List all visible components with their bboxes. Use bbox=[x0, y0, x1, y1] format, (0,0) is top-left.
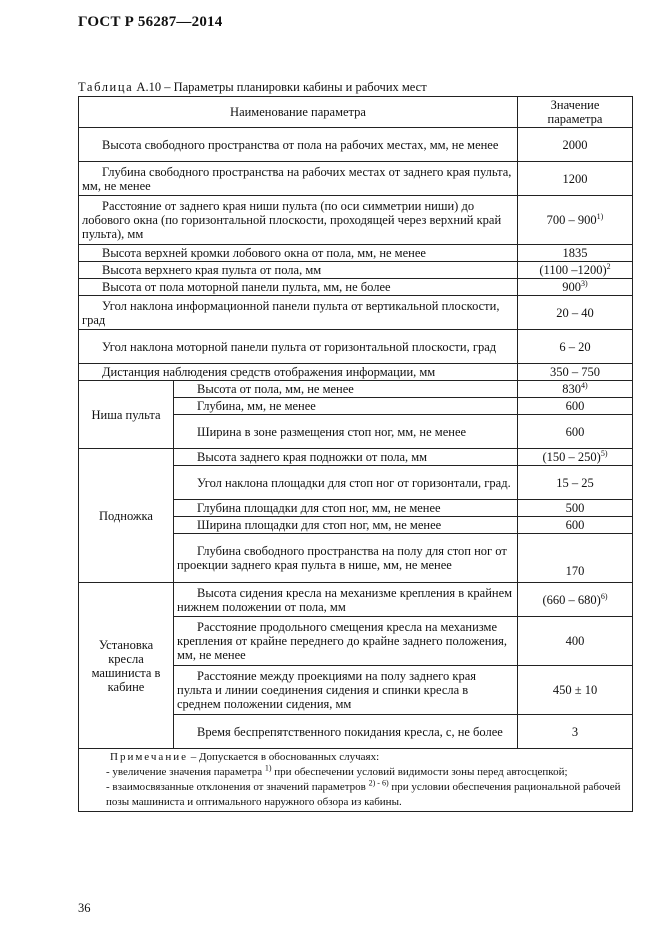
table-note bbox=[79, 749, 633, 812]
caption-title: – Параметры планировки кабины и рабочих мест bbox=[161, 80, 427, 94]
footnote-ref: 1) bbox=[264, 763, 272, 773]
table-caption bbox=[78, 80, 427, 95]
param-value: 6 – 20 bbox=[518, 330, 633, 364]
param-name: Глубина свободного пространства на рабочих местах от заднего края пульта, мм, не менее bbox=[79, 162, 518, 196]
param-value: 3 bbox=[518, 715, 633, 749]
param-value-cell bbox=[518, 449, 633, 466]
param-name: Дистанция наблюдения средств отображения информации, мм bbox=[79, 364, 518, 381]
param-value: 15 – 25 bbox=[518, 466, 633, 500]
caption-prefix: Таблица bbox=[78, 80, 134, 94]
note-row bbox=[79, 749, 633, 812]
footnote-ref: 6) bbox=[600, 591, 608, 601]
param-value: 600 bbox=[518, 415, 633, 449]
param-value: 1200 bbox=[518, 162, 633, 196]
table-row bbox=[79, 245, 633, 262]
note-item-1-text: - увеличение значения параметра bbox=[106, 766, 265, 778]
footnote-ref: 2 bbox=[606, 261, 611, 271]
param-value: 400 bbox=[518, 617, 633, 666]
param-name: Ширина площадки для стоп ног, мм, не менее bbox=[174, 517, 518, 534]
page-number: 36 bbox=[78, 901, 91, 915]
param-name: Высота верхнего края пульта от пола, мм bbox=[79, 262, 518, 279]
table-row bbox=[79, 279, 633, 296]
param-name: Расстояние продольного смещения кресла на механизме крепления от крайне переднего до крайне заднего положения, мм, не менее bbox=[174, 617, 518, 666]
footnote-ref: 2) - 6) bbox=[368, 778, 389, 788]
param-name: Угол наклона информационной панели пульта от вертикальной плоскости, град bbox=[79, 296, 518, 330]
note-item-1-text-end: при обеспечении условий видимости зоны перед автосцепкой; bbox=[271, 766, 568, 778]
param-name: Угол наклона площадки для стоп ног от горизонтали, град. bbox=[174, 466, 518, 500]
note-item-2-text: - взаимосвязанные отклонения от значений параметров bbox=[106, 781, 369, 793]
group-label-seat: Установка кресла машиниста в кабине bbox=[79, 583, 174, 749]
note-item-2-text-end: при условии обеспечения рациональной рабочей позы машиниста и оптимального наружного обзора из кабины. bbox=[106, 781, 621, 808]
param-value: 830 bbox=[562, 382, 582, 396]
param-value: (1100 –1200) bbox=[539, 263, 607, 277]
param-name: Глубина, мм, не менее bbox=[174, 398, 518, 415]
footnote-ref: 4) bbox=[581, 380, 588, 390]
param-value-cell bbox=[518, 196, 633, 245]
param-name: Глубина свободного пространства на полу для стоп ног от проекции заднего края пульта в нише, мм, не менее bbox=[174, 534, 518, 583]
table-row bbox=[79, 196, 633, 245]
param-value-cell bbox=[518, 279, 633, 296]
param-name: Глубина площадки для стоп ног, мм, не менее bbox=[174, 500, 518, 517]
param-value: 700 – 900 bbox=[546, 213, 597, 227]
table-row bbox=[79, 162, 633, 196]
table-row bbox=[79, 449, 633, 466]
footnote-ref: 5) bbox=[600, 448, 608, 458]
column-header-value bbox=[518, 97, 633, 128]
param-name: Высота заднего края подножки от пола, мм bbox=[174, 449, 518, 466]
table-row bbox=[79, 262, 633, 279]
param-name: Ширина в зоне размещения стоп ног, мм, не менее bbox=[174, 415, 518, 449]
param-name: Высота свободного пространства от пола на рабочих местах, мм, не менее bbox=[79, 128, 518, 162]
param-name: Расстояние от заднего края ниши пульта (по оси симметрии ниши) до лобового окна (по горизонтальной плоскости, проходящей через верхний край пульта), мм bbox=[79, 196, 518, 245]
parameters-table bbox=[78, 96, 633, 812]
param-name: Расстояние между проекциями на полу заднего края пульта и линии соединения сидения и спинки кресла в среднем положении сидения, мм bbox=[174, 666, 518, 715]
footnote-ref: 1) bbox=[596, 211, 604, 221]
param-value: 500 bbox=[518, 500, 633, 517]
param-name: Высота верхней кромки лобового окна от пола, мм, не менее bbox=[79, 245, 518, 262]
param-value: 2000 bbox=[518, 128, 633, 162]
param-value: 900 bbox=[562, 280, 582, 294]
param-value: 600 bbox=[518, 517, 633, 534]
param-name: Высота сидения кресла на механизме крепления в крайнем нижнем положении от пола, мм bbox=[174, 583, 518, 617]
param-value: 450 ± 10 bbox=[518, 666, 633, 715]
param-name: Угол наклона моторной панели пульта от горизонтальной плоскости, град bbox=[79, 330, 518, 364]
note-intro-line bbox=[82, 750, 629, 765]
note-item-1 bbox=[82, 765, 629, 780]
param-name: Высота от пола моторной панели пульта, мм, не более bbox=[79, 279, 518, 296]
param-value: 1835 bbox=[518, 245, 633, 262]
table-row bbox=[79, 381, 633, 398]
param-value: 350 – 750 bbox=[518, 364, 633, 381]
group-label-niche: Ниша пульта bbox=[79, 381, 174, 449]
param-value: 600 bbox=[518, 398, 633, 415]
note-item-2 bbox=[82, 780, 629, 810]
column-header-parameter: Наименование параметра bbox=[79, 97, 518, 128]
table-row bbox=[79, 330, 633, 364]
table-row bbox=[79, 583, 633, 617]
param-name: Время беспрепятственного покидания кресла, с, не более bbox=[174, 715, 518, 749]
table-row bbox=[79, 296, 633, 330]
group-label-footrest: Подножка bbox=[79, 449, 174, 583]
column-header-value-line1: Значение bbox=[550, 98, 600, 112]
param-value-cell bbox=[518, 381, 633, 398]
param-value: 20 – 40 bbox=[518, 296, 633, 330]
note-intro: – Допускается в обоснованных случаях: bbox=[187, 751, 380, 763]
param-value-cell bbox=[518, 583, 633, 617]
note-label: Примечание bbox=[110, 751, 188, 763]
param-value: 170 bbox=[518, 534, 633, 583]
footnote-ref: 3) bbox=[581, 278, 588, 288]
param-name: Высота от пола, мм, не менее bbox=[174, 381, 518, 398]
param-value: (660 – 680) bbox=[542, 592, 601, 607]
param-value-cell bbox=[518, 262, 633, 279]
column-header-value-line2: параметра bbox=[547, 112, 603, 126]
caption-number: А.10 bbox=[136, 80, 162, 94]
table-row bbox=[79, 128, 633, 162]
param-value: (150 – 250) bbox=[542, 450, 601, 464]
document-header: ГОСТ Р 56287—2014 bbox=[78, 14, 223, 30]
table-row bbox=[79, 364, 633, 381]
table-header-row bbox=[79, 97, 633, 128]
